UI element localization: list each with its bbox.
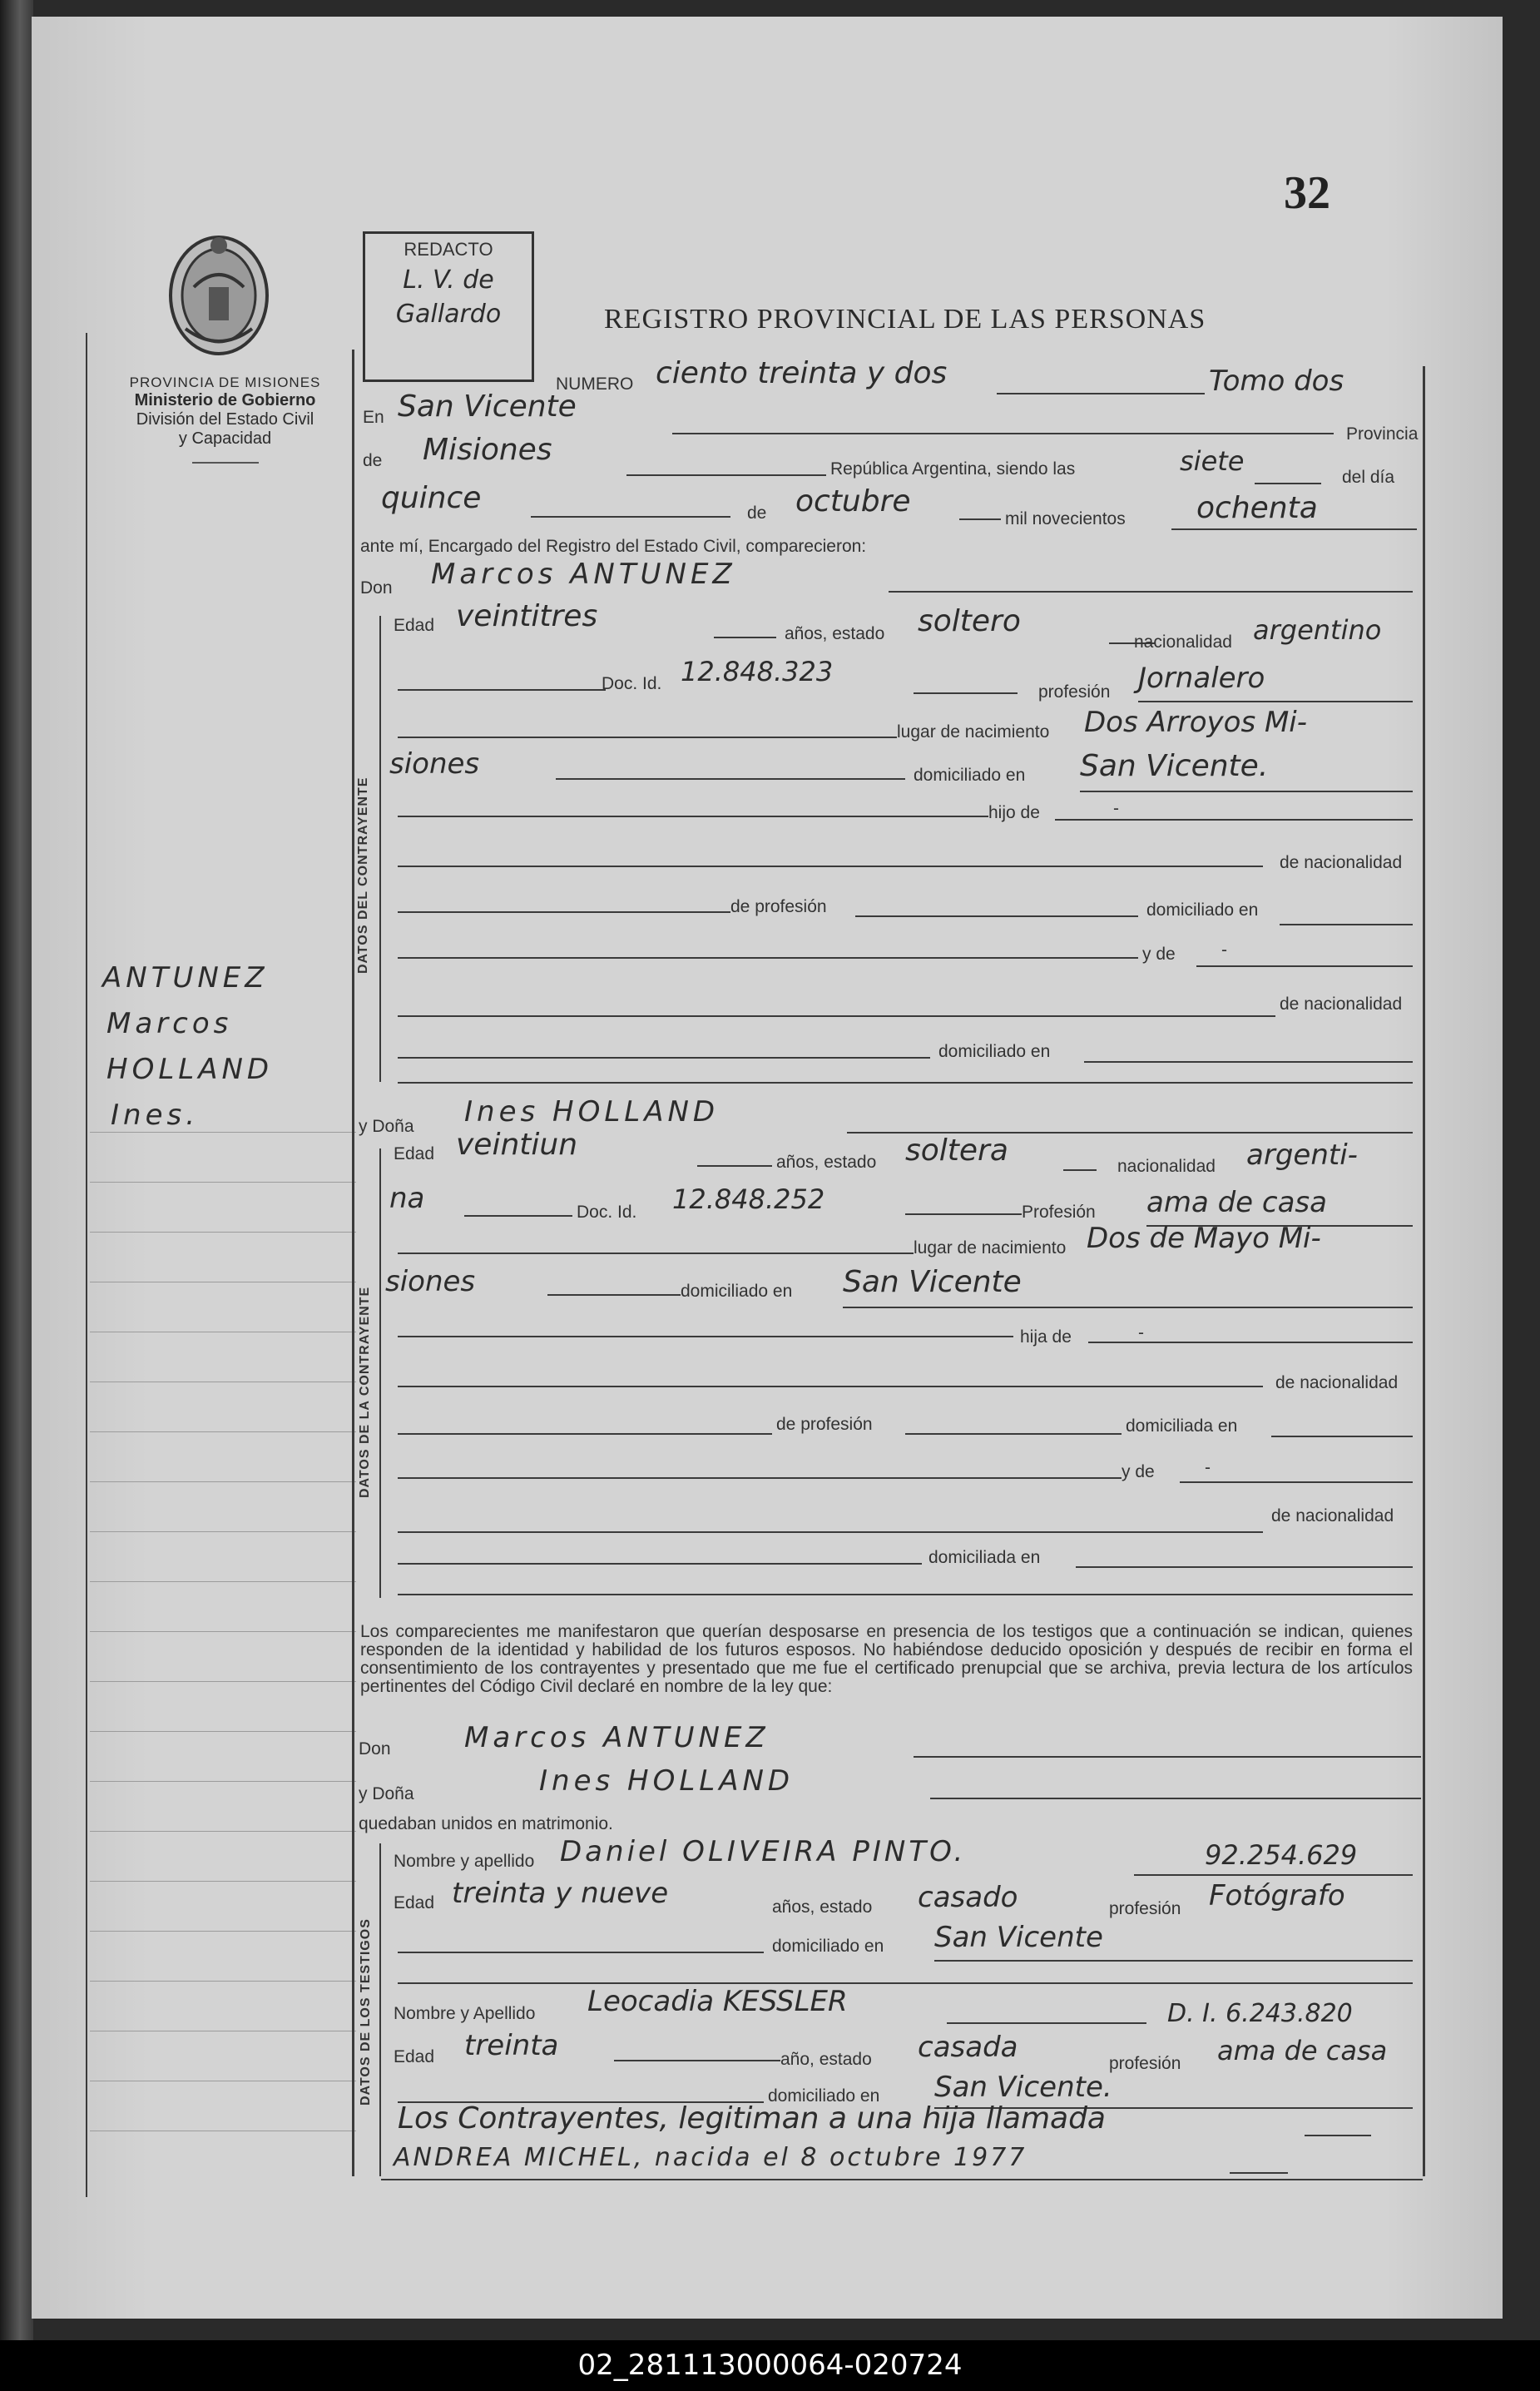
page-number: 32: [1284, 167, 1330, 219]
form-left-rule: [352, 350, 354, 2176]
bride-doc: 12.848.252: [672, 1183, 825, 1215]
groom-hijo: -: [1113, 799, 1119, 818]
w2-anios-label: año, estado: [780, 2050, 872, 2069]
bride-lugar: Dos de Mayo Mi-: [1087, 1222, 1321, 1255]
groom-nacionalidad-label: nacionalidad: [1134, 632, 1232, 652]
book-binding: [0, 0, 33, 2391]
form-right-rule: [1423, 366, 1425, 2176]
bride-de-profesion-label: de profesión: [776, 1415, 873, 1434]
en-label: En: [363, 408, 384, 427]
bride-anios-label: años, estado: [776, 1153, 877, 1172]
witness-section-label: DATOS DE LOS TESTIGOS: [359, 1918, 373, 2106]
bride-lugar-cont: siones: [385, 1265, 476, 1298]
w2-edad-label: Edad: [394, 2047, 435, 2066]
groom-don-label: Don: [360, 578, 393, 598]
w1-nombre-label: Nombre y apellido: [394, 1852, 535, 1871]
w1-domicilio: San Vicente: [934, 1921, 1103, 1954]
province-label: PROVINCIA DE MISIONES: [129, 375, 321, 390]
groom-lugar-cont: siones: [389, 747, 480, 781]
bride-name: Ines HOLLAND: [464, 1095, 720, 1129]
margin-note-surname-2: HOLLAND: [106, 1053, 274, 1086]
mil-label: mil novecientos: [1005, 509, 1126, 528]
w2-profesion: ama de casa: [1217, 2035, 1388, 2066]
hora-value: siete: [1180, 445, 1245, 477]
witness-section-rule: [379, 1843, 381, 2176]
bride-nacionalidad: argenti-: [1246, 1138, 1358, 1172]
margin-note-name-1: Marcos: [106, 1007, 233, 1040]
numero-label: NUMERO: [556, 375, 634, 394]
anio-value: ochenta: [1196, 491, 1318, 525]
register-page: [32, 17, 1503, 2319]
groom-name: Marcos ANTUNEZ: [431, 558, 736, 591]
redacto-stamp: [363, 231, 534, 382]
bride-section-rule: [379, 1148, 381, 1598]
stamp-initials: L. V. de: [403, 265, 494, 295]
image-caption: 02_281113000064-020724: [0, 2340, 1540, 2391]
w2-domicilio: San Vicente.: [934, 2071, 1112, 2104]
groom-de-profesion-label: de profesión: [730, 897, 827, 916]
tomo-value: Tomo dos: [1209, 365, 1344, 398]
republica-label: República Argentina, siendo las: [830, 459, 1076, 479]
bride-hija-label: hija de: [1020, 1327, 1072, 1347]
groom-doc: 12.848.323: [681, 656, 834, 687]
w1-estado: casado: [918, 1881, 1018, 1914]
ministry-block: [82, 375, 369, 464]
statement-don-label: Don: [359, 1739, 391, 1759]
groom-domicilio: San Vicente.: [1080, 749, 1269, 783]
groom-nacionalidad: argentino: [1253, 614, 1382, 646]
w1-nombre: Daniel OLIVEIRA PINTO.: [560, 1835, 967, 1868]
w2-nombre-label: Nombre y Apellido: [394, 2004, 536, 2023]
groom-y-de-label: y de: [1142, 945, 1176, 964]
groom-section-label: DATOS DEL CONTRAYENTE: [356, 776, 370, 974]
bride-domiciliada-en-label: domiciliada en: [1126, 1416, 1238, 1436]
bride-estado: soltera: [905, 1133, 1008, 1168]
groom-edad: veintitres: [456, 599, 598, 633]
w2-domicilio-label: domiciliado en: [768, 2086, 880, 2106]
w1-doc: 92.254.629: [1205, 1839, 1358, 1871]
division-label: División del Estado Civil: [136, 410, 314, 429]
w2-nombre: Leocadia KESSLER: [587, 1985, 848, 2018]
bride-section-label: DATOS DE LA CONTRAYENTE: [358, 1286, 372, 1498]
bride-y-de-label: y de: [1122, 1462, 1155, 1481]
note-line-1: Los Contrayentes, legitiman a una hija llamada: [398, 2101, 1106, 2136]
statement-dona-label: y Doña: [359, 1784, 414, 1803]
de-label: de: [363, 451, 383, 470]
bride-edad-label: Edad: [394, 1144, 435, 1163]
bride-profesion-label: Profesión: [1022, 1203, 1096, 1222]
groom-y-de: -: [1221, 940, 1227, 960]
division-label-2: y Capacidad: [178, 429, 272, 448]
margin-note-name-2: Ines.: [111, 1099, 200, 1132]
bride-de-nacionalidad-label: de nacionalidad: [1275, 1373, 1399, 1392]
statement-text: Los comparecientes me manifestaron que querían desposarse en presencia de los testigos que a continuación se indican, quienes responden de la identidad y habilidad de los futuros esposos. No habiéndose deducido oposición y después de recibir en forma el consentimiento de los contrayentes y presentado que me fue el certificado prenupcial que se archiva, previa lectura de los artículos pertinentes del Código Civil declaré en nombre de la ley que:: [360, 1622, 1413, 1696]
bride-nacionalidad-label: nacionalidad: [1117, 1157, 1216, 1176]
mes-value: octubre: [795, 484, 911, 518]
w1-domicilio-label: domiciliado en: [772, 1937, 884, 1956]
bride-edad: veintiun: [456, 1128, 578, 1162]
bride-de-nacionalidad2-label: de nacionalidad: [1271, 1506, 1394, 1525]
numero-value: ciento treinta y dos: [656, 356, 948, 390]
bride-y-de: -: [1205, 1458, 1211, 1477]
groom-domicilio-label: domiciliado en: [914, 766, 1026, 785]
w1-edad-label: Edad: [394, 1893, 435, 1912]
register-title: REGISTRO PROVINCIAL DE LAS PERSONAS: [604, 304, 1206, 335]
stamp-name: Gallardo: [395, 300, 502, 329]
statement-closing: quedaban unidos en matrimonio.: [359, 1814, 613, 1833]
groom-lugar-label: lugar de nacimiento: [897, 722, 1050, 742]
bride-dona-label: y Doña: [359, 1117, 414, 1136]
w2-profesion-label: profesión: [1109, 2054, 1181, 2073]
groom-lugar: Dos Arroyos Mi-: [1084, 706, 1308, 739]
provincia-value: Misiones: [423, 433, 552, 467]
groom-hijo-label: hijo de: [988, 803, 1040, 822]
margin-note-surname-1: ANTUNEZ: [102, 961, 269, 995]
dia-value: quince: [381, 481, 482, 515]
groom-anios-label: años, estado: [785, 624, 885, 643]
bride-domicilio-label: domiciliado en: [681, 1282, 793, 1301]
statement-dona: Ines HOLLAND: [539, 1764, 795, 1798]
ante-label: ante mí, Encargado del Registro del Estado Civil, comparecieron:: [360, 537, 867, 556]
groom-doc-label: Doc. Id.: [602, 674, 662, 693]
groom-profesion-label: profesión: [1038, 682, 1111, 702]
groom-de-nacionalidad2-label: de nacionalidad: [1280, 995, 1403, 1014]
bride-doc-label: Doc. Id.: [577, 1203, 637, 1222]
groom-estado: soltero: [918, 604, 1021, 638]
note-line-2: ANDREA MICHEL, nacida el 8 octubre 1977: [394, 2143, 1027, 2172]
groom-domiciliado2-label: domiciliado en: [938, 1042, 1051, 1061]
bride-nacionalidad-cont: na: [389, 1182, 425, 1215]
w1-edad: treinta y nueve: [452, 1877, 669, 1910]
groom-de-nacionalidad-label: de nacionalidad: [1280, 853, 1403, 872]
w1-profesion: Fotógrafo: [1209, 1879, 1345, 1912]
groom-profesion: Jornalero: [1138, 662, 1265, 695]
bride-domiciliada2-label: domiciliada en: [928, 1548, 1041, 1567]
statement-don: Marcos ANTUNEZ: [464, 1721, 770, 1754]
groom-edad-label: Edad: [394, 616, 435, 635]
bride-hija: -: [1138, 1323, 1144, 1342]
groom-domiciliado-en-label: domiciliado en: [1146, 900, 1259, 920]
w1-profesion-label: profesión: [1109, 1899, 1181, 1918]
del-dia-label: del día: [1342, 468, 1395, 487]
w2-edad: treinta: [464, 2029, 559, 2062]
ministry-label: Ministerio de Gobierno: [134, 391, 316, 409]
stamp-label: REDACTO: [404, 239, 493, 260]
de-mes-label: de: [747, 503, 767, 523]
provincia-label: Provincia: [1346, 424, 1419, 444]
w1-anios-label: años, estado: [772, 1897, 873, 1917]
groom-section-rule: [379, 616, 381, 1082]
en-value: San Vicente: [398, 389, 577, 424]
bride-domicilio: San Vicente: [843, 1265, 1022, 1299]
bride-profesion: ama de casa: [1146, 1186, 1327, 1219]
margin-rule: [86, 333, 87, 2197]
w2-doc: D. I. 6.243.820: [1167, 1999, 1353, 2028]
province-seal-icon: [161, 229, 277, 366]
w2-estado: casada: [918, 2031, 1018, 2064]
bride-lugar-label: lugar de nacimiento: [914, 1238, 1067, 1258]
